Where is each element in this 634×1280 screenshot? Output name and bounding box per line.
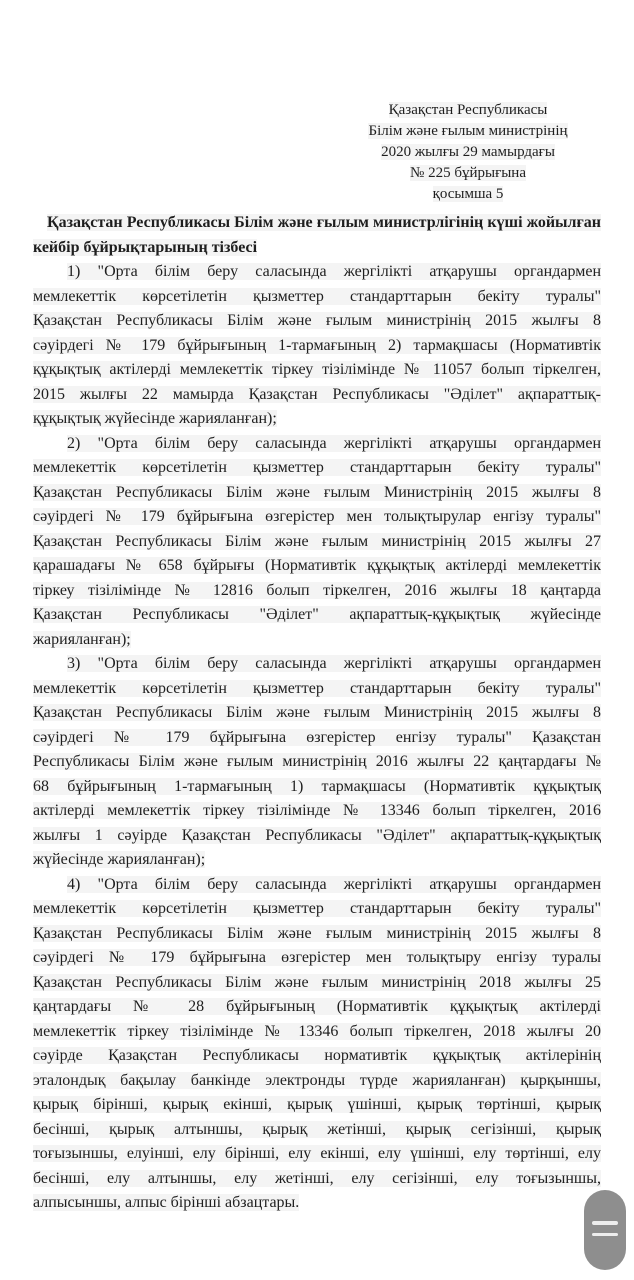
text-line: Қазақстан Республикасы Білім және ғылым министрінің 2018 жылғы 25: [33, 973, 601, 991]
text-line: мемлекеттік көрсетілетін қызметтер стандарттарын бекіту туралы": [33, 679, 601, 697]
text-line: 4) "Орта білім беру саласында жергілікті атқарушы органдармен: [67, 875, 601, 893]
text-line: құқықтық актілерді мемлекеттік тіркеу тізілімінде № 11057 болып тіркелген,: [33, 361, 601, 378]
text-line: Республикасы Білім және ғылым министрінің 2016 жылғы 22 қаңтардағы №: [33, 753, 601, 770]
text-line: мемлекеттік көрсетілетін қызметтер стандарттарын бекіту туралы": [33, 900, 601, 917]
text-line: мемлекеттік көрсетілетін қызметтер стандарттарын бекіту туралы": [33, 459, 601, 476]
text-line: құқықтық жүйесінде жарияланған);: [33, 410, 277, 427]
text-line: сәуірдегі № 179 бұйрығына өзгерістер енгізу туралы" Қазақстан: [33, 728, 601, 746]
paragraph: [33, 432, 601, 653]
text-line: қырық бірінші, қырық екінші, қырық үшінші, қырық төртінші, қырық: [33, 1096, 601, 1113]
text-line: жүйесінде жарияланған);: [33, 851, 206, 868]
paragraph: [33, 260, 601, 432]
text-line: Қазақстан Республикасы Білім және ғылым министрінің 2015 жылғы 8: [33, 312, 601, 329]
text-line: 2015 жылғы 22 мамырда Қазақстан Республикасы "Әділет" ақпараттық-: [33, 385, 601, 403]
text-line: актілерді мемлекеттік тіркеу тізілімінде № 13346 болып тіркелген, 2016: [33, 802, 601, 819]
text-line: жарияланған);: [33, 630, 131, 648]
scroll-handle[interactable]: [584, 1190, 626, 1270]
text-line: бесінші, елу алтыншы, елу жетінші, елу сегізінші, елу тоғызыншы,: [33, 1169, 601, 1187]
text-line: Қазақстан Республикасы Білім және ғылым Министрінің 2015 жылғы 8: [33, 483, 601, 501]
text-line: Қазақстан Республикасы Білім және ғылым Министрінің 2015 жылғы 8: [33, 704, 601, 721]
text-line: эталондық бақылау банкінде электронды түрде жарияланған) қырқыншы,: [33, 1071, 601, 1089]
paragraph: [33, 652, 601, 873]
text-line: алпысыншы, алпыс бірінші абзацтары.: [33, 1194, 300, 1211]
text-line: Білім және ғылым министрінің: [368, 123, 568, 139]
text-line: Қазақстан Республикасы Білім және ғылым министрінің 2015 жылғы 8: [33, 924, 601, 942]
text-line: қарашадағы № 658 бұйрығы (Нормативтік құқықтық актілерді мемлекеттік: [33, 557, 601, 574]
scroll-grip-icon: [592, 1221, 618, 1244]
text-line: Қазақстан Республикасы Білім және ғылым министрлігінің күші жойылған: [47, 214, 601, 231]
text-line: сәуірдегі № 179 бұйрығының 1-тармағының 2) тармақшасы (Нормативтік: [33, 336, 601, 354]
document-content: [0, 100, 634, 1216]
document-title: [33, 211, 601, 260]
text-line: 1) "Орта білім беру саласында жергілікті атқарушы органдармен: [67, 263, 601, 280]
text-line: 68 бұйрығының 1-тармағының 1) тармақшасы (Нормативтік құқықтық: [33, 777, 601, 795]
document-body: [33, 260, 601, 1216]
text-line: тоғызыншы, елуінші, елу бірінші, елу екінші, елу үшінші, елу төртінші, елу: [33, 1145, 601, 1162]
text-line: кейбір бұйрықтарының тізбесі: [33, 238, 258, 256]
text-line: қаңтардағы № 28 бұйрығының (Нормативтік құқықтық актілерді: [33, 998, 601, 1015]
text-line: бесінші, қырық алтыншы, қырық жетінші, қырық сегізінші, қырық: [33, 1120, 601, 1138]
text-line: 3) "Орта білім беру саласында жергілікті атқарушы органдармен: [67, 655, 601, 672]
text-line: сәуірде Қазақстан Республикасы нормативтік құқықтық актілерінің: [33, 1047, 601, 1064]
text-line: мемлекеттік көрсетілетін қызметтер стандарттарын бекіту туралы": [33, 287, 601, 305]
text-line: қосымша 5: [432, 186, 504, 202]
text-line: сәуірдегі № 179 бұйрығына өзгерістер мен толықтырулар енгізу туралы": [33, 508, 601, 525]
text-line: жылғы 1 сәуірде Қазақстан Республикасы "Әділет" ақпараттық-құқықтық: [33, 826, 601, 844]
paragraph: [33, 873, 601, 1216]
text-line: Қазақстан Республикасы "Әділет" ақпараттық-құқықтық жүйесінде: [33, 606, 601, 623]
text-line: 2) "Орта білім беру саласында жергілікті атқарушы органдармен: [67, 434, 601, 452]
text-line: сәуірдегі № 179 бұйрығына өзгерістер мен толықтыру енгізу туралы: [33, 949, 601, 966]
text-line: мемлекеттік тіркеу тізілімінде № 13346 болып тіркелген, 2018 жылғы 20: [33, 1022, 601, 1040]
text-line: 2020 жылғы 29 мамырдағы: [381, 144, 555, 160]
text-line: тіркеу тізілімінде № 12816 болып тіркелген, 2016 жылғы 18 қаңтарда: [33, 581, 601, 599]
text-line: Қазақстан Республикасы: [388, 102, 548, 118]
text-line: № 225 бұйрығына: [410, 165, 526, 181]
appendix-header: [335, 100, 601, 205]
text-line: Қазақстан Республикасы Білім және ғылым министрінің 2015 жылғы 27: [33, 532, 601, 550]
